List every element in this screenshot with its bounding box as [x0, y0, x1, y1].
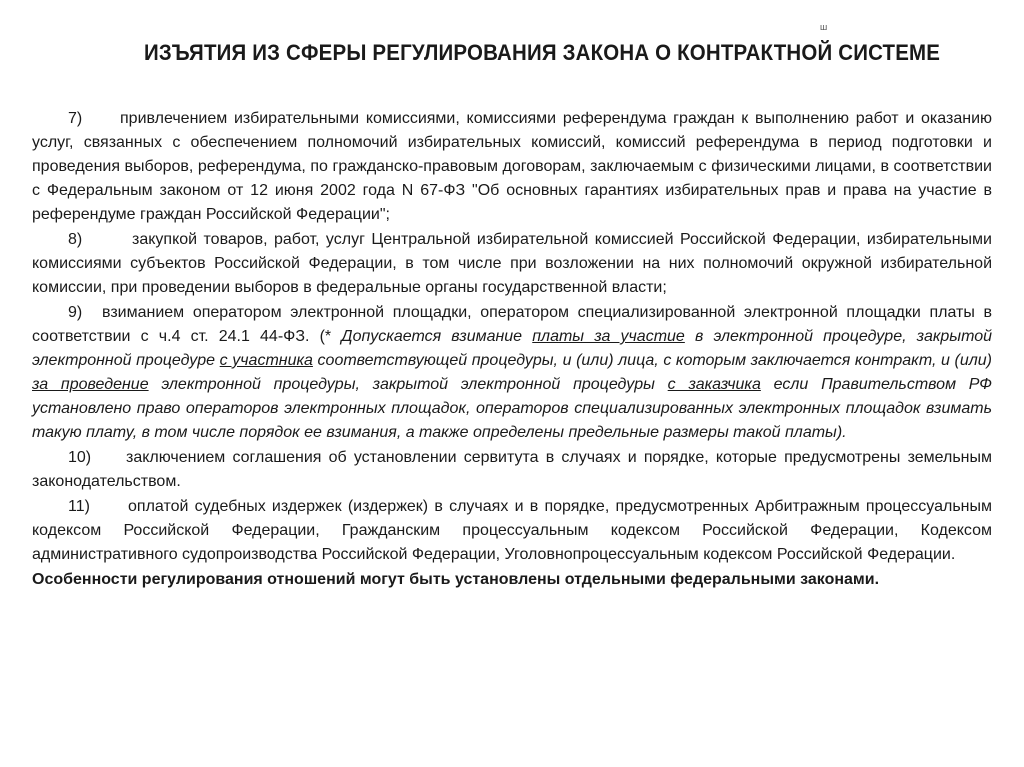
list-item-11 — [32, 495, 992, 567]
list-item-9 — [32, 301, 992, 445]
note-underlined: с участника — [219, 352, 313, 369]
note-text: если Правительством РФ установлено право операторов электронных площадок, операторов специализированных электронных площадок взимать такую плату, в том числе порядок ее взимания, а также определены предельные размеры такой платы). — [32, 376, 993, 441]
note-text: в электронной процедуре, закрытой электронной процедуре — [32, 328, 993, 369]
item-text: оплатой судебных издержек (издержек) в случаях и в порядке, предусмотренных Арбитражным процессуальным кодексом Российской Федерации, Гражданским процессуальным кодексом Российской Федерации, Кодексом административного судопроизводства Российской Федерации, Уголовнопроцессуальным кодексом Российской Федерации. — [32, 498, 992, 563]
item-number: 10) — [68, 449, 92, 466]
page-title: ИЗЪЯТИЯ ИЗ СФЕРЫ РЕГУЛИРОВАНИЯ ЗАКОНА О КОНТРАКТНОЙ СИСТЕМЕ — [143, 40, 941, 65]
note-underlined: с заказчика — [667, 376, 761, 393]
list-item-8 — [32, 228, 992, 300]
document-body — [32, 107, 992, 592]
item-text: привлечением избирательными комиссиями, комиссиями референдума граждан к выполнению работ и оказанию услуг, связанных с обеспечением полномочий избирательных комиссий, комиссий референдума в период подготовки и проведения выборов, референдума, по гражданско-правовым договорам, заключаемым с физическими лицами, в соответствии с Федеральным законом от 12 июня 2002 года N 67-ФЗ "Об основных гарантиях избирательных прав и права на участие в референдуме граждан Российской Федерации"; — [32, 110, 992, 223]
note-underlined: платы за участие — [532, 328, 685, 345]
note-text: Допускается взимание — [341, 328, 523, 345]
item-text: взиманием оператором электронной площадки, оператором специализированной электронной площадки платы в соответствии с ч.4 ст. 24.1 44-ФЗ. (* — [32, 304, 992, 345]
item-number: 7) — [68, 110, 83, 127]
list-item-7 — [32, 107, 992, 227]
note-underlined: за проведение — [32, 376, 149, 393]
item-number: 11) — [68, 498, 90, 515]
header-mark: ш — [820, 22, 828, 32]
item-text: заключением соглашения об установлении сервитута в случаях и порядке, которые предусмотрены земельным законодательством. — [32, 449, 992, 490]
item-number: 9) — [68, 304, 83, 321]
item-text: закупкой товаров, работ, услуг Центральной избирательной комиссией Российской Федерации, избирательными комиссиями субъектов Российской Федерации, в том числе при возложении на них полномочий окружной избирательной комиссии, при проведении выборов в федеральные органы государственной власти; — [32, 231, 992, 296]
list-item-10 — [32, 446, 992, 494]
note-text: электронной процедуры, закрытой электронной процедуры — [161, 376, 655, 393]
note-text: соответствующей процедуры, и (или) лица, с которым заключается контракт, и (или) — [317, 352, 993, 369]
closing-statement: Особенности регулирования отношений могут быть установлены отдельными федеральными законами. — [32, 571, 880, 588]
item-number: 8) — [68, 231, 83, 248]
